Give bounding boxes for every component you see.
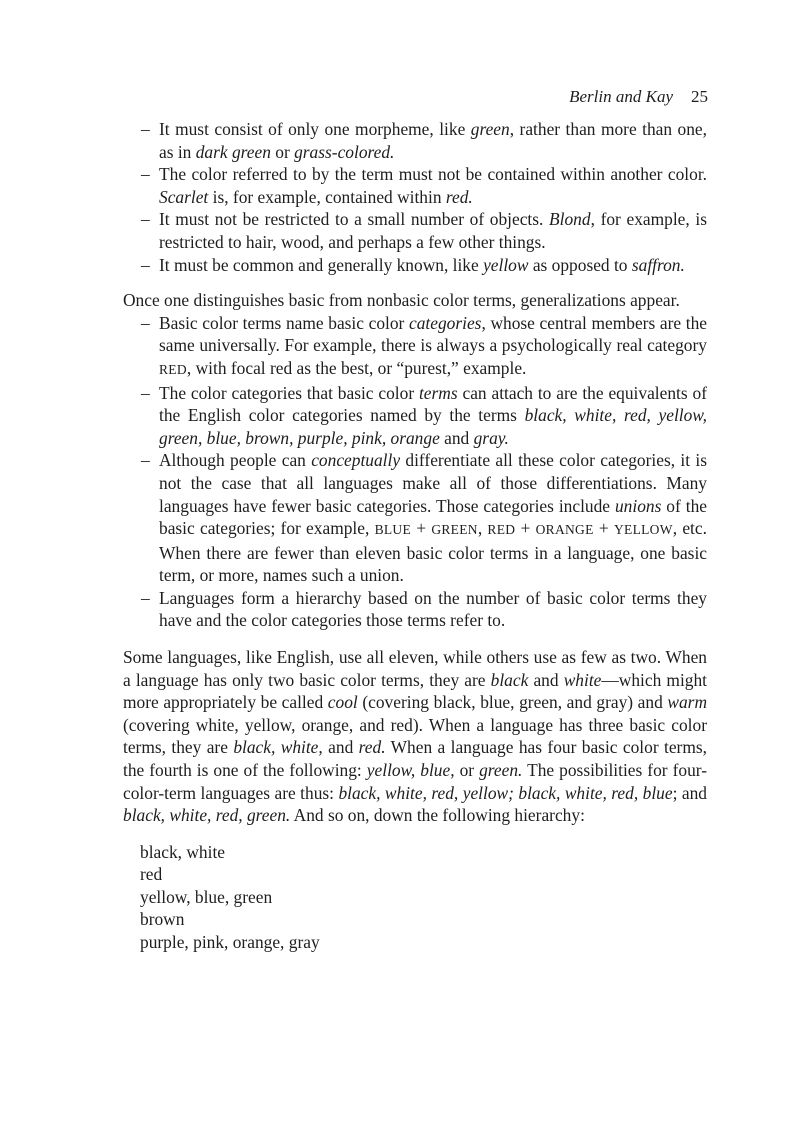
hierarchy-level: black, white xyxy=(140,841,225,862)
dash-marker: – xyxy=(141,382,150,403)
page-header xyxy=(569,86,708,108)
page-number: 25 xyxy=(691,87,708,106)
small-caps-term: GREEN xyxy=(431,522,478,538)
small-caps-term: ORANGE xyxy=(535,522,594,538)
small-caps-term: RED xyxy=(159,361,187,377)
paragraph-hierarchy-explanation: Some languages, like English, use all eleven, while others use as few as two. When a language has only two basic color terms, they are black and white—which might more appropriately be called cool (covering black, blue, green, and gray) and warm (covering white, yellow, orange, and red). When a language has three basic color terms, they are black, white, and red. When a language has four basic color terms, the fourth is one of the following: yellow, blue, or green. The possibilities for four-color-term languages are thus: black, white, red, yellow; black, white, red, blue; and black, white, red, green. And so on, down the following hierarchy: xyxy=(123,647,708,826)
running-title: Berlin and Kay xyxy=(569,87,673,106)
dash-marker: – xyxy=(141,254,150,275)
dash-marker: – xyxy=(141,312,150,333)
criterion-item: – The color referred to by the term must not be contained within another color. Scarlet is, for example, contained within red. xyxy=(141,164,707,207)
generalization-item: – The color categories that basic color terms can attach to are the equivalents of the English color categories named by the terms black, white, red, yellow, green, blue, brown, purple, pink, orange and gray. xyxy=(141,382,707,448)
hierarchy-level: red xyxy=(140,864,163,885)
criterion-item: – It must consist of only one morpheme, like green, rather than more than one, as in dark green or grass-colored. xyxy=(141,119,707,162)
small-caps-term: YELLOW xyxy=(613,522,673,538)
small-caps-term: RED xyxy=(487,522,516,538)
dash-marker: – xyxy=(141,209,150,230)
hierarchy-level: purple, pink, orange, gray xyxy=(140,931,320,952)
generalization-item: – Basic color terms name basic color categories, whose central members are the same universally. For example, there is always a psychologically real category RED, with focal red as the best, or “purest,” example. xyxy=(141,312,707,378)
dash-marker: – xyxy=(141,119,150,139)
color-hierarchy-list xyxy=(123,841,707,954)
criteria-list xyxy=(123,118,707,276)
criterion-item: – It must not be restricted to a small number of objects. Blond, for example, is restricted to hair, wood, and perhaps a few other things. xyxy=(141,209,707,252)
criterion-item: – It must be common and generally known, like yellow as opposed to saffron. xyxy=(141,254,685,275)
generalization-item: – Although people can conceptually differentiate all these color categories, it is not the case that all languages make all of those differentiations. Many languages have fewer basic categories. Those categories include unions of the basic categories; for example, BLUE + GREEN, RED + ORANGE + YELLOW, etc. When there are fewer than eleven basic color terms in a language, one basic term, or more, names such a union. xyxy=(141,450,708,586)
generalization-item: – Languages form a hierarchy based on the number of basic color terms they have and the color categories those terms refer to. xyxy=(141,587,707,631)
dash-marker: – xyxy=(141,587,150,608)
dash-marker: – xyxy=(141,450,150,471)
hierarchy-level: brown xyxy=(140,909,185,930)
dash-marker: – xyxy=(141,164,150,185)
generalizations-list xyxy=(123,312,707,632)
hierarchy-level: yellow, blue, green xyxy=(140,886,273,907)
page-body xyxy=(123,118,707,953)
paragraph-generalizations-intro: Once one distinguishes basic from nonbasic color terms, generalizations appear. xyxy=(123,290,680,311)
small-caps-term: BLUE xyxy=(374,522,412,538)
